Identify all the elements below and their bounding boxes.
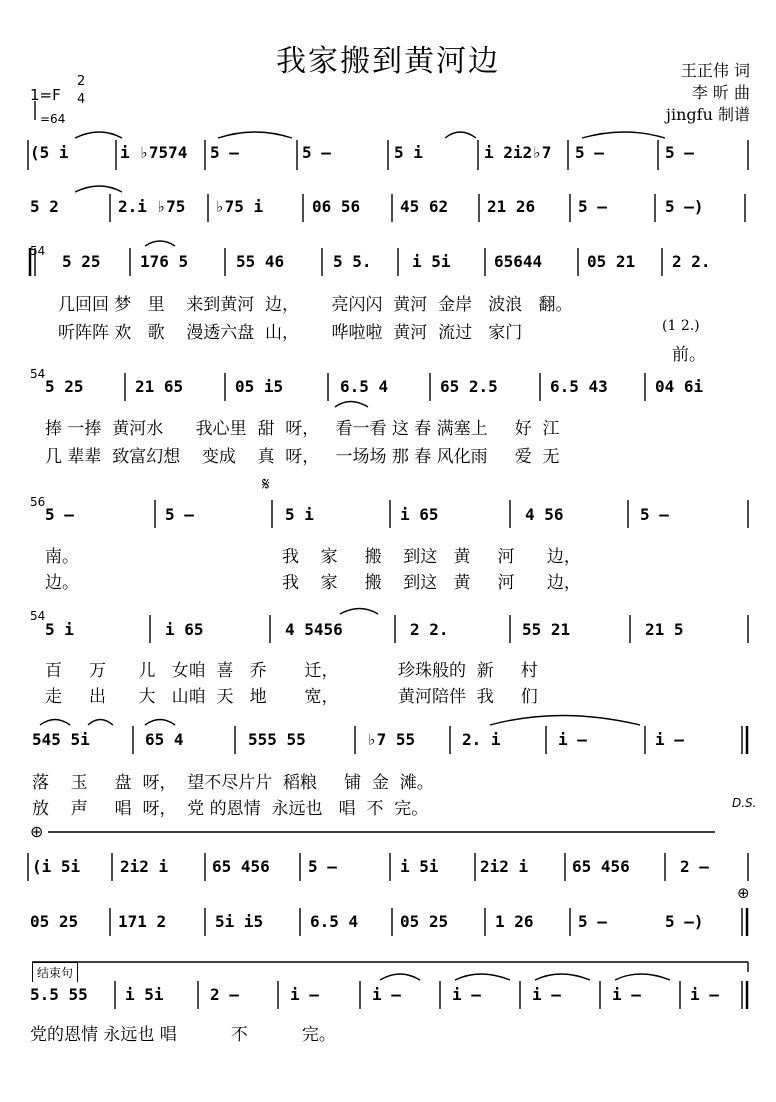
lyricist-credit: 王正伟 词 [680, 61, 750, 80]
lyric-verse1-line1: 几回回 梦 里 来到黄河 边， 亮闪闪 黄河 金岸 波浪 翻。 [58, 295, 573, 315]
measure: i ♭7574 [120, 143, 188, 162]
measure: 555 55 [248, 730, 306, 749]
measure: i – [452, 985, 481, 1004]
measure: i 5i [125, 985, 164, 1004]
time-signature-top: 2 [77, 74, 86, 89]
measure: 05 25 [30, 912, 79, 931]
engraver-credit: jingfu 制谱 [666, 105, 750, 124]
measure: (i 5i [32, 857, 81, 876]
volta-bracket: (1 2.) [662, 318, 700, 334]
measure: i – [655, 730, 684, 749]
lyric-verse1-line3: 我 家 搬 到这 黄 河 边， [282, 547, 581, 567]
measure: i – [558, 730, 587, 749]
time-change-56: 56 [30, 495, 46, 509]
measure: 5 5. [333, 252, 372, 271]
measure: 2 2. [410, 620, 449, 639]
time-change-54: 54 [30, 367, 46, 381]
measure: 6.5 4 [340, 377, 389, 396]
measure: 21 5 [645, 620, 684, 639]
measure: (5 i [30, 143, 69, 162]
measure: i 65 [400, 505, 439, 524]
measure: 5 – [665, 143, 694, 162]
measure: 5 – [308, 857, 337, 876]
measure: 5 – [165, 505, 194, 524]
measure: 05 25 [400, 912, 449, 931]
measure: i 5i [400, 857, 439, 876]
measure: 65 456 [212, 857, 270, 876]
measure: 6.5 4 [310, 912, 359, 931]
measure: 5 2 [30, 197, 59, 216]
measure: 21 26 [487, 197, 536, 216]
measure: 5 i [45, 620, 74, 639]
ds-marking: D.S. [732, 796, 757, 810]
measure: 65644 [494, 252, 543, 271]
lyric-verse2-line3: 我 家 搬 到这 黄 河 边， [282, 573, 581, 593]
measure: 5 25 [62, 252, 101, 271]
measure: 55 21 [522, 620, 571, 639]
measure: i – [290, 985, 319, 1004]
measure: 2.i ♭75 [118, 197, 186, 216]
lyric-ending: 党的恩情 永远也 唱 不 完。 [30, 1025, 336, 1045]
measure: 2i2 i [120, 857, 169, 876]
measure: 21 65 [135, 377, 184, 396]
measure: 65 456 [572, 857, 630, 876]
measure: 545 5i [32, 730, 90, 749]
lyric-verse2-line3-start: 边。 [45, 573, 79, 593]
key-signature: 1=F [30, 86, 61, 104]
measure: 5 – [45, 505, 74, 524]
measure: 2i2 i [480, 857, 529, 876]
coda-end-icon: ⊕ [737, 884, 750, 902]
measure: 5 i [394, 143, 423, 162]
measure: i – [612, 985, 641, 1004]
measure: i – [372, 985, 401, 1004]
measure: 55 46 [236, 252, 285, 271]
measure: 5i i5 [215, 912, 264, 931]
measure: 4 5456 [285, 620, 343, 639]
lyric-verse2-line1: 听阵阵 欢 歌 漫透六盘 山， 哗啦啦 黄河 流过 家门 [58, 323, 523, 343]
measure: i 2i2♭7 [484, 143, 552, 162]
time-change-54: 54 [30, 609, 46, 623]
measure: 5 –) [665, 912, 704, 931]
measure: 65 4 [145, 730, 184, 749]
measure: i 5i [412, 252, 451, 271]
lyric-verse2-line5: 放 声 唱 呀， 党 的恩情 永远也 唱 不 完。 [32, 799, 429, 819]
measure: 176 5 [140, 252, 189, 271]
measure: 6.5 43 [550, 377, 608, 396]
segno-icon: 𝄋 [262, 474, 270, 495]
measure: 05 21 [587, 252, 636, 271]
measure: 45 62 [400, 197, 449, 216]
measure: 5 – [575, 143, 604, 162]
lyric-verse1-line4: 百 万 儿 女咱 喜 乔 迁， 珍珠般的 新 村 [45, 661, 538, 681]
measure: 171 2 [118, 912, 167, 931]
lyric-verse1-line3-start: 南。 [45, 547, 79, 567]
measure: 5 – [578, 912, 607, 931]
time-signature-bottom: 4 [77, 92, 86, 107]
measure: 06 56 [312, 197, 361, 216]
measure: 04 6i [655, 377, 704, 396]
measure: ♭7 55 [367, 730, 416, 749]
tempo-marking: =64 [40, 112, 66, 126]
lyric-verse2-line2: 几 辈辈 致富幻想 变成 真 呀， 一场场 那 春 风化雨 爱 无 [45, 447, 560, 467]
lyric-verse1-line5: 落 玉 盘 呀， 望不尽片片 稻粮 铺 金 滩。 [32, 773, 434, 793]
measure: 5 25 [45, 377, 84, 396]
measure: i – [532, 985, 561, 1004]
measure: 4 56 [525, 505, 564, 524]
measure: 5 –) [665, 197, 704, 216]
measure: 5 – [302, 143, 331, 162]
measure: 2. i [462, 730, 501, 749]
measure: 65 2.5 [440, 377, 498, 396]
measure: 5.5 55 [30, 985, 88, 1004]
measure: i 65 [165, 620, 204, 639]
measure: 2 2. [672, 252, 711, 271]
measure: 5 – [578, 197, 607, 216]
ending-box-label: 结束句 [32, 962, 78, 982]
measure: i – [690, 985, 719, 1004]
coda-icon: ⊕ [30, 822, 44, 841]
measure: 5 – [640, 505, 669, 524]
song-title: 我家搬到黄河边 [276, 44, 500, 79]
composer-credit: 李 昕 曲 [691, 83, 750, 102]
time-change-54: 54 [30, 244, 46, 258]
lyric-verse2-line4: 走 出 大 山咱 天 地 宽， 黄河陪伴 我 们 [45, 687, 538, 707]
lyric-verse2-line1-end: 前。 [672, 345, 706, 365]
measure: 05 i5 [235, 377, 284, 396]
measure: ♭75 i [215, 197, 264, 216]
measure: 5 i [285, 505, 314, 524]
measure: 5 – [210, 143, 239, 162]
measure: 1 26 [495, 912, 534, 931]
measure: 2 – [680, 857, 709, 876]
lyric-verse1-line2: 捧 一捧 黄河水 我心里 甜 呀， 看一看 这 春 满塞上 好 江 [45, 419, 560, 439]
measure: 2 – [210, 985, 239, 1004]
